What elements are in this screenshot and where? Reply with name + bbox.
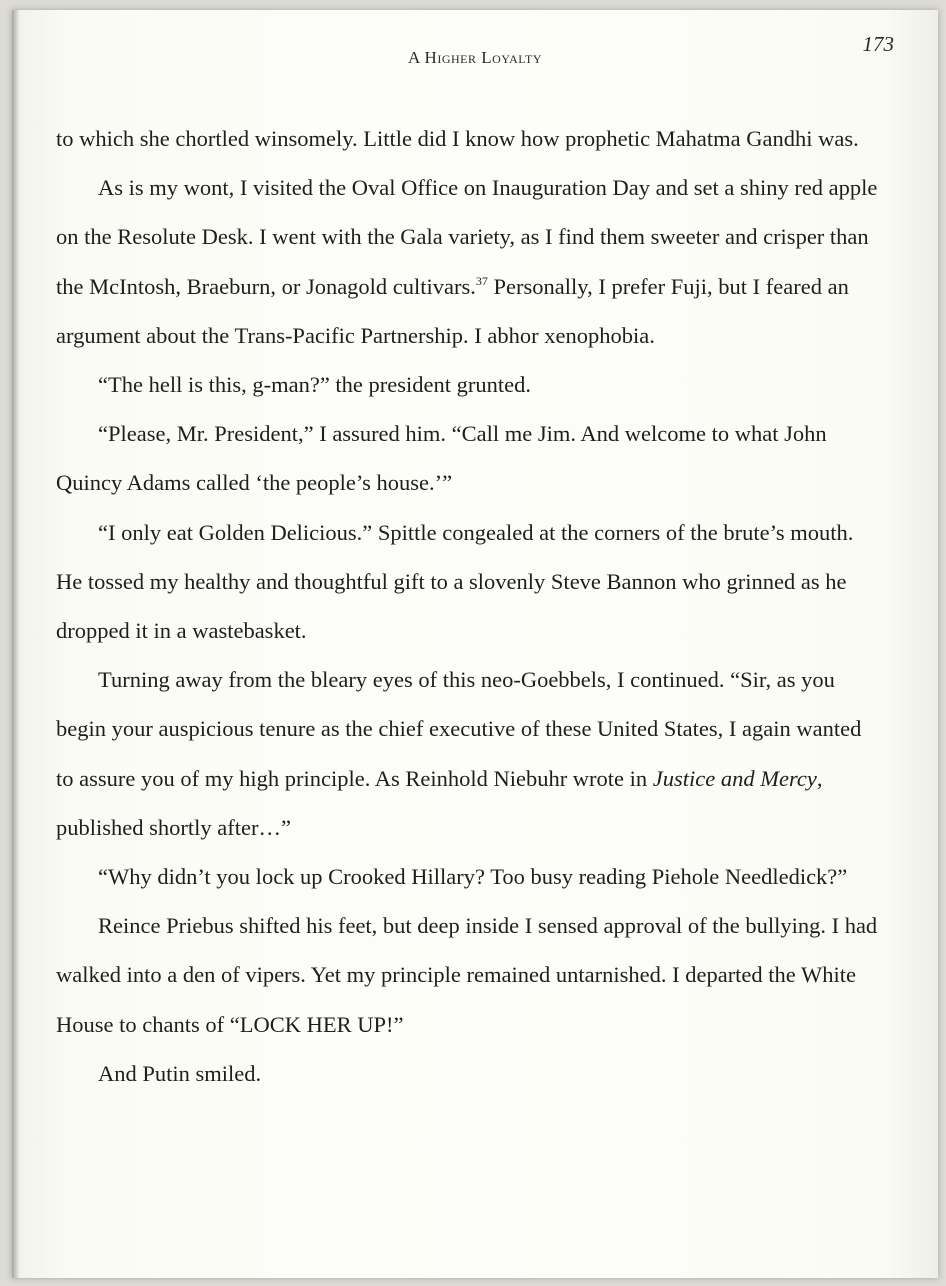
text-segment: “Please, Mr. President,” I assured him. “Call me Jim. And welcome to what John Quincy Adams called ‘the people’s house.’” [56, 421, 827, 496]
text-segment: Turning away from the bleary eyes of this neo-Goebbels, I continued. “Sir, as you begin your auspicious tenure as the chief executive of these United States, I again wanted to assure you of my high principle. As Reinhold Niebuhr wrote in [56, 667, 862, 791]
text-segment: to which she chortled winsomely. Little did I know how prophetic Mahatma Gandhi was. [56, 126, 859, 151]
paragraph [56, 655, 882, 852]
page-number: 173 [862, 32, 894, 56]
text-segment: Personally, I prefer Fuji, but I feared an argument about the Trans-Pacific Partnership. I abhor xenophobia. [56, 273, 849, 348]
text-segment: As is my wont, I visited the Oval Office on Inauguration Day and set a shiny red apple on the Resolute Desk. I went with the Gala variety, as I find them sweeter and crisper than the McIntosh, Braeburn, or Jonagold cultivars. [56, 175, 878, 299]
paragraph [56, 409, 882, 507]
paragraph [56, 508, 882, 656]
running-header: A Higher Loyalty [407, 48, 543, 67]
page-edge-shadow [12, 10, 20, 1278]
book-page [12, 10, 938, 1278]
footnote-marker: 37 [475, 273, 488, 288]
paragraph [56, 901, 882, 1049]
paragraph [56, 163, 882, 360]
text-segment: Reince Priebus shifted his feet, but deep inside I sensed approval of the bullying. I had walked into a den of vipers. Yet my principle remained untarnished. I departed the White House to chants of “LOCK HER UP!” [56, 913, 878, 1037]
paragraph [56, 360, 882, 409]
body-text [56, 114, 882, 1098]
paragraph [56, 1049, 882, 1098]
text-segment: “I only eat Golden Delicious.” Spittle congealed at the corners of the brute’s mouth. He tossed my healthy and thoughtful gift to a slovenly Steve Bannon who grinned as he dropped it in a wastebasket. [56, 519, 854, 644]
text-segment: , published shortly after…” [56, 765, 823, 840]
book-title-italic: Justice and Mercy [652, 765, 817, 791]
text-segment: And Putin smiled. [98, 1060, 262, 1086]
text-segment: “Why didn’t you lock up Crooked Hillary? Too busy reading Piehole Needledick?” [98, 864, 848, 890]
text-segment: “The hell is this, g-man?” the president grunted. [98, 372, 531, 398]
paragraph [56, 114, 882, 163]
paragraph [56, 852, 882, 901]
